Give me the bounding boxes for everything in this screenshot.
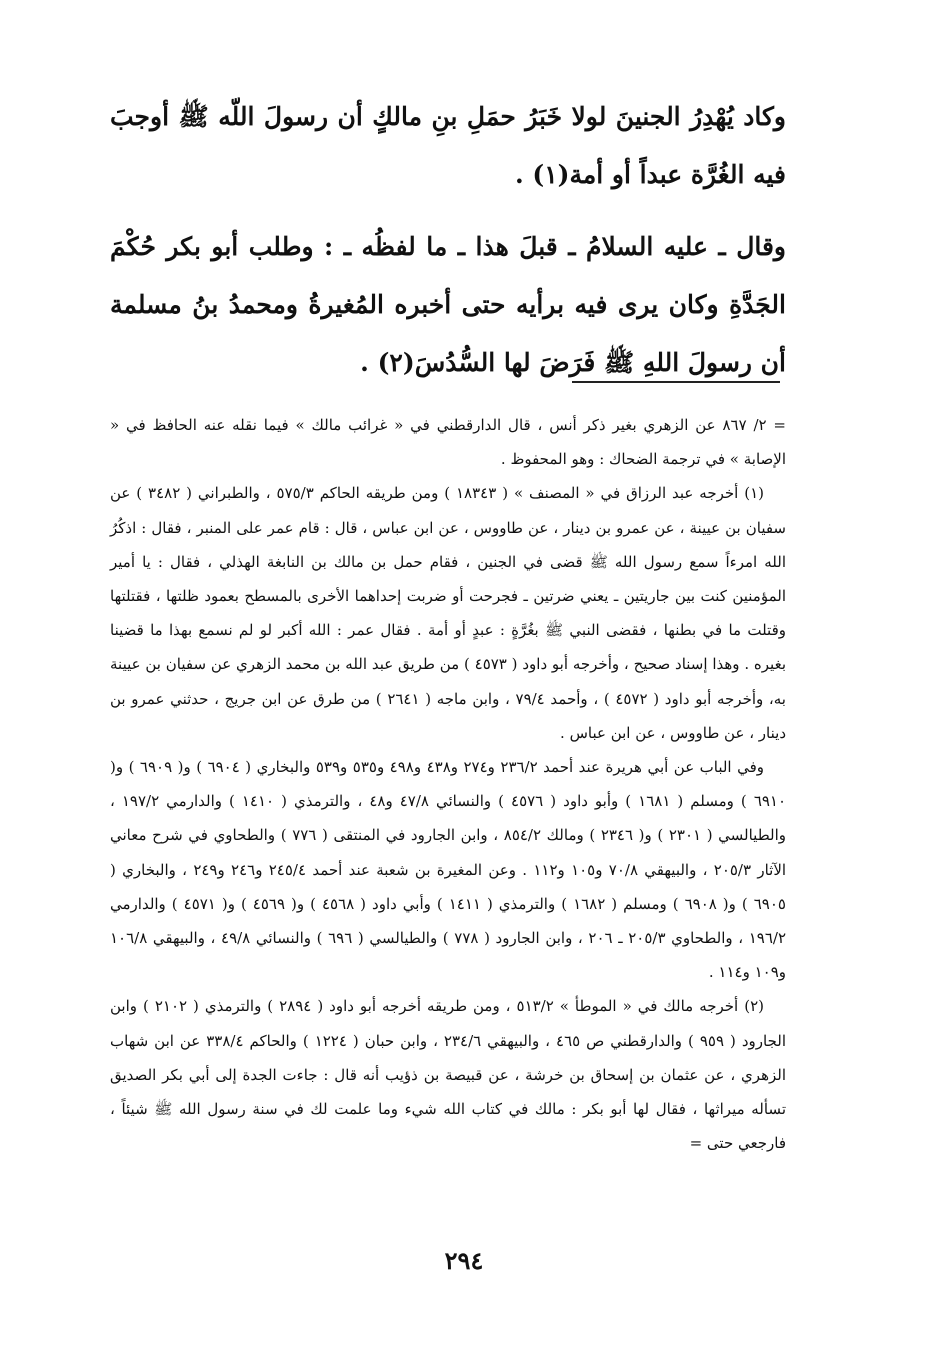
page-number: ٢٩٤ bbox=[444, 1246, 484, 1275]
main-paragraph-2: وقال ـ عليه السلامُ ـ قبلَ هذا ـ ما لفظُه ـ : وطلب أبو بكر حُكْمَ الجَدَّةِ وكان يرى فيه برأيه حتى أخبره المُغيرةُ ومحمدُ بنُ مسلمة أن رسولَ اللهِ ﷺ فَرَضَ لها السُّدُسَ(٢) . bbox=[110, 232, 786, 377]
footnotes bbox=[110, 408, 786, 1160]
footnote-continuation: = ٢/ ٨٦٧ عن الزهري بغير ذكر أنس ، قال الدارقطني في « غرائب مالك » فيما نقله عنه الحافظ في « الإصابة » في ترجمة الضحاك : وهو المحفوظ . bbox=[110, 416, 786, 469]
footnote-2: (٢) أخرجه مالك في « الموطأ » ٥١٣/٢ ، ومن طريقه أخرجه أبو داود ( ٢٨٩٤ ) والترمذي ( ٢١٠٢ ) وابن الجارود ( ٩٥٩ ) والدارقطني ص ٤٦٥ ، والبيهقي ٢٣٤/٦ ، وابن حبان ( ١٢٢٤ ) والحاكم ٣٣٨/٤ عن ابن شهاب الزهري ، عن عثمان بن إسحاق بن خرشة ، عن قبيصة بن ذؤيب أنه قال : جاءت الجدة إلى أبي بكر الصديق تسأله ميراثها ، فقال لها أبو بكر : مالك في كتاب الله شيء وما علمت لك في سنة رسول الله ﷺ شيئاً ، فارجعي حتى = bbox=[110, 997, 787, 1153]
main-text bbox=[110, 88, 786, 406]
footnote-1-supplement: وفي الباب عن أبي هريرة عند أحمد ٢٣٦/٢ و٢٧٤ و٤٣٨ و٤٩٨ و٥٣٥ و٥٣٩ والبخاري ( ٦٩٠٤ ) و( ٦٩٠٩ ) و( ٦٩١٠ ) ومسلم ( ١٦٨١ ) وأبو داود ( ٤٥٧٦ ) والنسائي ٤٧/٨ و٤٨ ، والترمذي ( ١٤١٠ ) والدارمي ١٩٧/٢ ، والطيالسي ( ٢٣٠١ ) و( ٢٣٤٦ ) ومالك ٨٥٤/٢ ، وابن الجارود في المنتقى ( ٧٧٦ ) والطحاوي في شرح معاني الآثار ٢٠٥/٣ ، والبيهقي ٧٠/٨ و١٠٥ و١١٢ . وعن المغيرة بن شعبة عند أحمد ٢٤٥/٤ و٢٤٦ و٢٤٩ ، والبخاري ( ٦٩٠٥ ) و( ٦٩٠٨ ) ومسلم ( ١٦٨٢ ) والترمذي ( ١٤١١ ) وأبي داود ( ٤٥٦٨ ) و( ٤٥٦٩ ) و( ٤٥٧١ ) والدارمي ١٩٦/٢ ، والطحاوي ٢٠٥/٣ ـ ٢٠٦ ، وابن الجارود ( ٧٧٨ ) والطيالسي ( ٦٩٦ ) والنسائي ٤٩/٨ ، والبيهقي ١٠٦/٨ و١٠٩ و١١٤ . bbox=[110, 758, 787, 982]
footnote-divider bbox=[572, 381, 780, 383]
main-paragraph-1: وكاد يُهْدِرُ الجنينَ لولا خَبَرُ حمَلِ بنِ مالكٍ أن رسولَ اللّه ﷺ أوجبَ فيه الغُرَّة عبداً أو أمة(١) . bbox=[110, 102, 786, 189]
footnote-1: (١) أخرجه عبد الرزاق في « المصنف » ( ١٨٣٤٣ ) ومن طريقه الحاكم ٥٧٥/٣ ، والطبراني ( ٣٤٨٢ ) عن سفيان بن عيينة ، عن عمرو بن دينار ، عن طاووس ، عن ابن عباس ، قال : قام عمر على المنبر ، فقال : اذكُرُ الله امرءاً سمع رسول الله ﷺ قضى في الجنين ، فقام حمل بن مالك بن النابغة الهذلي ، فقال : يا أمير المؤمنين كنت بين جاريتين ـ يعني ضرتين ـ فجرحت أو ضربت إحداهما الأخرى بالمسطح بعمود ظلتها ، فقتلتها وقتلت ما في بطنها ، فقضى النبي ﷺ بغُرَّةٍ : عبدٍ أو أمة . فقال عمر : الله أكبر لو لم نسمع بهذا ما قضينا بغيره . وهذا إسناد صحيح ، وأخرجه أبو داود ( ٤٥٧٣ ) من طريق عبد الله بن محمد الزهري عن سفيان بن عيينة به، وأخرجه أبو داود ( ٤٥٧٢ ) ، وأحمد ٧٩/٤ ، وابن ماجه ( ٢٦٤١ ) من طرق عن ابن جريج ، حدثني عمرو بن دينار ، عن طاووس ، عن ابن عباس . bbox=[110, 484, 786, 742]
